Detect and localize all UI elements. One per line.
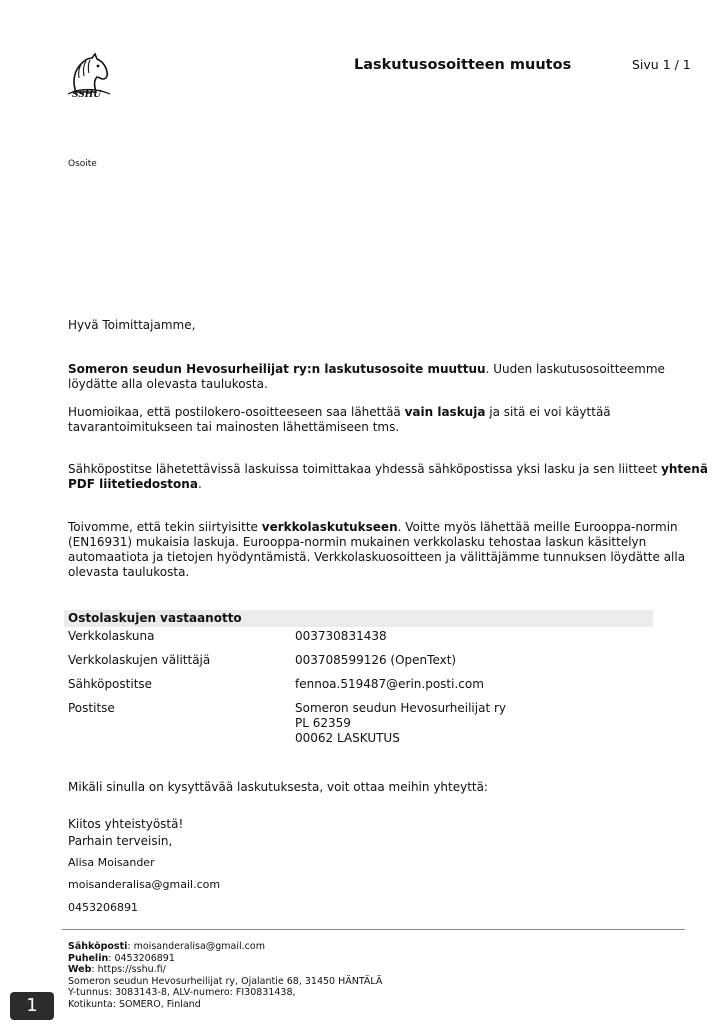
footer-web-line [68,964,382,976]
paragraph-line [68,520,678,535]
paragraph-line [68,362,665,377]
table-row-label: Sähköpostitse [68,677,153,691]
text: ja sitä ei voi käyttää [485,405,611,419]
table-row-value: 003730831438 [295,629,387,643]
footer-label: Web [68,964,92,975]
footer-municipality: Kotikunta: SOMERO, Finland [68,998,201,1010]
footer-phone-line [68,953,382,965]
footer-phone: : 0453206891 [108,952,175,964]
paragraph-e-invoicing [68,520,686,580]
signer-email[interactable]: moisanderalisa@gmail.com [68,878,221,891]
bold-text: yhtenä [661,462,708,476]
document-title: Laskutusosoitteen muutos [354,57,572,73]
regards-line: Parhain terveisin, [68,834,173,848]
table-row-value: 003708599126 (OpenText) [295,653,457,667]
bold-text: PDF liitetiedostona [68,477,198,491]
text: . [197,477,202,491]
text: . Voitte myös lähettää meille Eurooppa-normin [397,520,678,534]
bold-text: Someron seudun Hevosurheilijat ry:n laskutusosoite muuttuu [68,362,486,376]
paragraph-po-box [68,405,658,435]
text: Huomioikaa, että postilokero-osoitteeseen saa lähettää [68,405,405,419]
paragraph-email-invoices [68,462,708,492]
paragraph-line: tavarantoimitukseen tai mainosten lähettämiseen tms. [68,420,400,434]
page-number: Sivu 1 / 1 [632,57,691,72]
table-row-label: Verkkolaskujen välittäjä [68,653,211,667]
bold-text: verkkolaskutukseen [261,520,398,534]
address-line: Someron seudun Hevosurheilijat ry [295,701,507,715]
address-line: 00062 LASKUTUS [295,731,400,745]
greeting: Hyvä Toimittajamme, [68,318,196,332]
text: Toivomme, että tekin siirtyisitte [68,520,262,534]
paragraph-line [68,462,708,477]
footer-divider [62,929,685,930]
table-row-label: Postitse [68,701,115,715]
footer-label: Puhelin [68,952,109,964]
logo-text: SSHU [72,90,102,100]
text: Sähköpostitse lähetettävissä laskuissa toimittakaa yhdessä sähköpostissa yksi lasku ja sen liitteet [68,462,662,476]
footer-address: Someron seudun Hevosurheilijat ry, Ojalantie 68, 31450 HÄNTÄLÄ [68,975,383,987]
paragraph-address-change [68,362,665,392]
signer-phone: 0453206891 [68,901,138,914]
address-line: PL 62359 [295,716,351,730]
text: . Uuden laskutusosoitteemme [485,362,665,376]
thanks-line: Kiitos yhteistyöstä! [68,817,184,831]
postal-address-value [295,701,506,746]
club-logo [62,52,114,108]
footer [68,941,382,1010]
footer-email[interactable]: : moisanderalisa@gmail.com [127,941,265,952]
signer-name: Alisa Moisander [68,856,155,869]
table-heading [64,610,653,627]
paragraph-line [68,405,658,420]
paragraph-line: automaatiota ja tietojen hyödyntämistä. Verkkolaskuosoitteen ja välittäjämme tunnuksen löydätte alla [68,550,686,564]
footer-label: Sähköposti [68,941,128,952]
paragraph-line: olevasta taulukosta. [68,565,190,579]
footer-web-link[interactable]: : https://sshu.fi/ [91,964,166,975]
bold-text: vain laskuja [404,405,486,419]
table-heading-text: Ostolaskujen vastaanotto [68,611,242,625]
page-indicator-badge[interactable]: 1 [10,992,54,1020]
paragraph-line: (EN16931) mukaisia laskuja. Eurooppa-normin mukainen verkkolasku tehostaa laskun käsittelyn [68,535,647,549]
contact-line: Mikäli sinulla on kysyttävää laskutuksesta, voit ottaa meihin yhteyttä: [68,780,489,794]
paragraph-line: löydätte alla olevasta taulukosta. [68,377,268,391]
footer-email-line [68,941,382,953]
footer-ids: Y-tunnus: 3083143-8, ALV-numero: FI30831438, [68,987,296,998]
table-row-label: Verkkolaskuna [68,629,155,643]
table-row-value: fennoa.519487@erin.posti.com [295,677,484,691]
address-label: Osoite [68,159,97,169]
paragraph-line [68,477,658,492]
